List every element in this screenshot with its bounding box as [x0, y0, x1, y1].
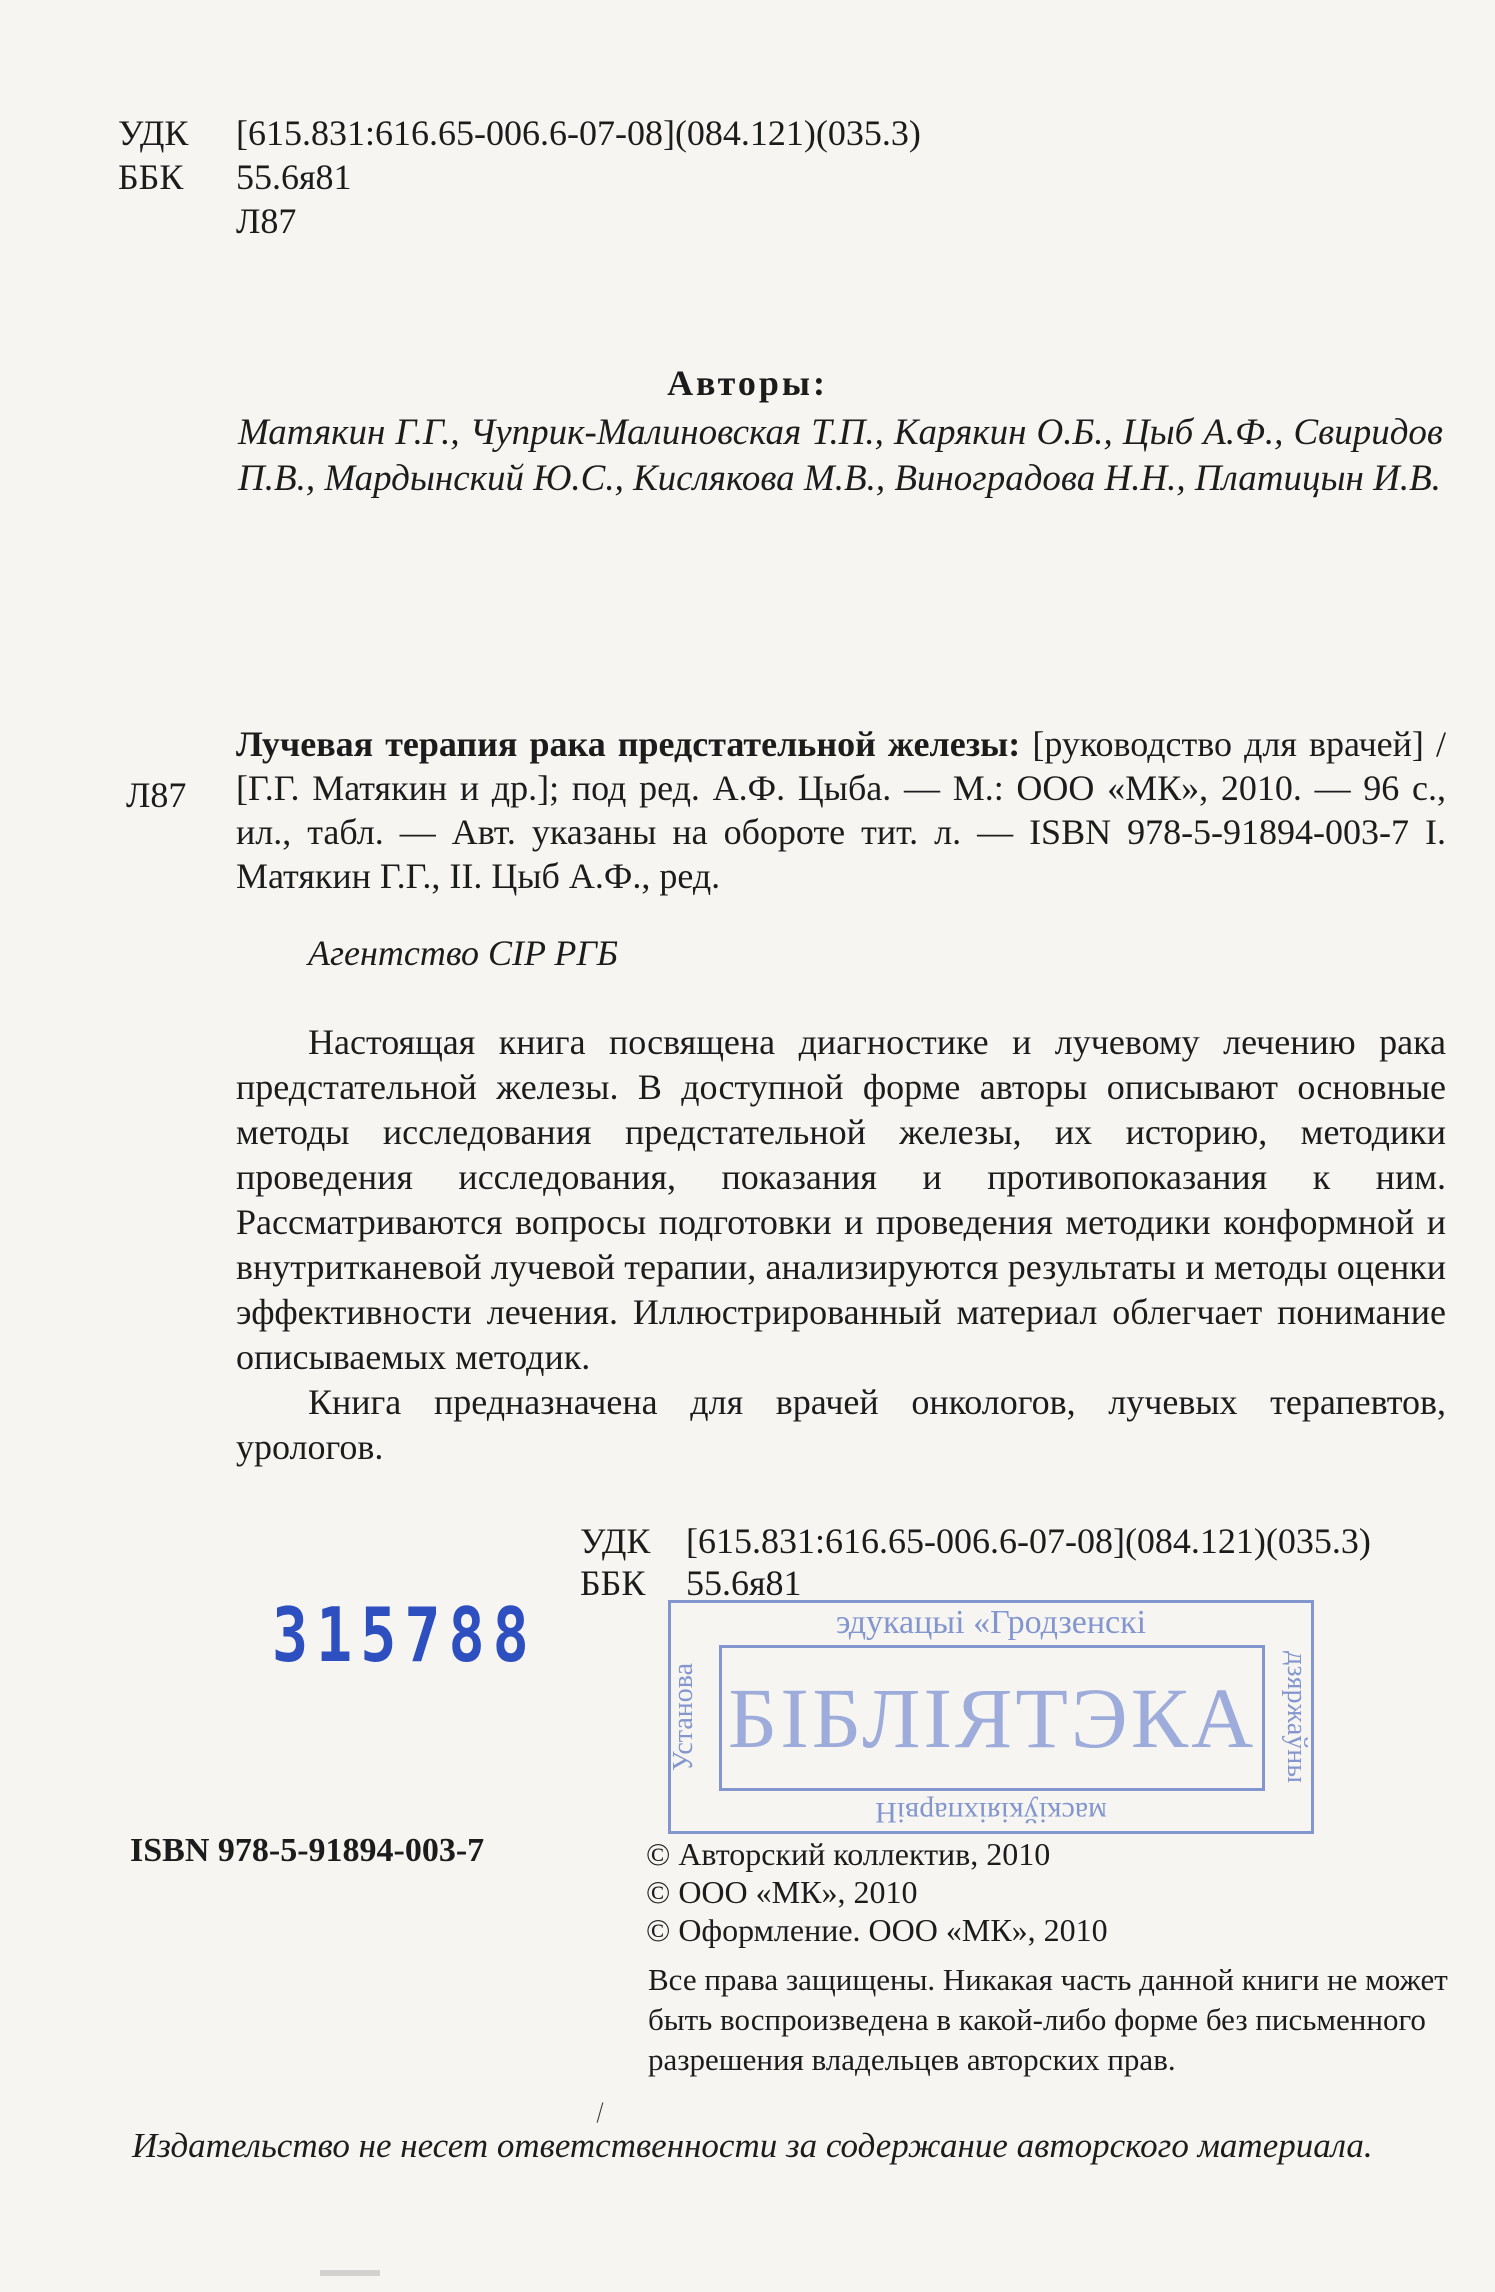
footer-udk-value: [615.831:616.65-006.6-07-08](084.121)(035.3): [686, 1521, 1371, 1561]
bib-code: Л87: [126, 775, 187, 815]
author-code: Л87: [236, 201, 297, 241]
annotation-paragraph-2: Книга предназначена для врачей онкологов, лучевых терапевтов, урологов.: [236, 1382, 1446, 1467]
authors-heading: Авторы:: [667, 363, 828, 403]
bbk-value: 55.6я81: [236, 157, 352, 197]
rights-notice: Все права защищены. Никакая часть данной книги не может быть воспроизведена в какой-либо форме без письменного разрешения владельцев авторских прав.: [648, 1962, 1448, 2077]
bibliographic-record: [236, 722, 1446, 898]
library-stamp: [668, 1600, 1314, 1834]
annotation-paragraph-1: Настоящая книга посвящена диагностике и лучевому лечению рака предстательной железы. В доступной форме авторы описывают основные методы исследования предстательной железы, их историю, методики проведения исследования, показания и противопоказания к ним. Рассматриваются вопросы подготовки и проведения методики конформной и внутритканевой лучевой терапии, анализируются результаты и методы оценки эффективности лечения. Иллюстрированный материал облегчает понимание описываемых методик.: [236, 1022, 1446, 1377]
udk-line: [118, 112, 921, 154]
stamp-inner-frame: [719, 1645, 1265, 1791]
pen-mark: ⁄: [593, 2098, 608, 2127]
bbk-label: ББК: [118, 157, 184, 197]
footer-bbk-label: ББК: [580, 1563, 646, 1603]
copyright-line: © ООО «МК», 2010: [646, 1874, 918, 1910]
agency-label: Агентство CIP РГБ: [308, 933, 619, 973]
annotation: [236, 1020, 1446, 1470]
stamp-bottom-text: маскіўкіяіхпарвіН: [875, 1796, 1107, 1829]
footer-bbk-value: 55.6я81: [686, 1563, 802, 1603]
copyright-line: © Оформление. ООО «МК», 2010: [646, 1912, 1108, 1948]
stamp-main-text: БІБЛІЯТЭКА: [727, 1670, 1257, 1766]
udk-label: УДК: [118, 113, 189, 153]
authors-list: Матякин Г.Г., Чуприк-Малиновская Т.П., Карякин О.Б., Цыб А.Ф., Свиридов П.В., Мардынский Ю.С., Кислякова М.В., Виноградова Н.Н., Платицын И.В.: [238, 412, 1443, 499]
publisher-disclaimer: Издательство не несет ответственности за содержание авторского материала.: [132, 2126, 1373, 2165]
book-title: Лучевая терапия рака предстательной железы:: [236, 724, 1021, 764]
stamp-left-text: Установа: [667, 1662, 699, 1772]
stamp-right-text: дзяржаўны: [1280, 1650, 1312, 1784]
inventory-number: 315788: [272, 1592, 537, 1680]
footer-udk-line: [580, 1520, 1371, 1562]
print-smudge: [320, 2270, 380, 2276]
footer-udk-label: УДК: [580, 1521, 651, 1561]
bbk-line: [118, 156, 352, 198]
stamp-top-text: эдукацыі «Гродзенскі: [835, 1604, 1147, 1641]
copyright-line: © Авторский коллектив, 2010: [646, 1836, 1051, 1872]
book-description: [руководство для врачей] / [Г.Г. Матякин и др.]; под ред. А.Ф. Цыба. — М.: ООО «МК», 2010. — 96 с., ил., табл. — Авт. указаны на обороте тит. л. — ISBN 978-5-91894-003-7 I. Матякин Г.Г., II. Цыб А.Ф., ред.: [236, 724, 1446, 896]
footer-bbk-line: [580, 1562, 802, 1604]
udk-value: [615.831:616.65-006.6-07-08](084.121)(035.3): [236, 113, 921, 153]
isbn: ISBN 978-5-91894-003-7: [130, 1832, 485, 1869]
